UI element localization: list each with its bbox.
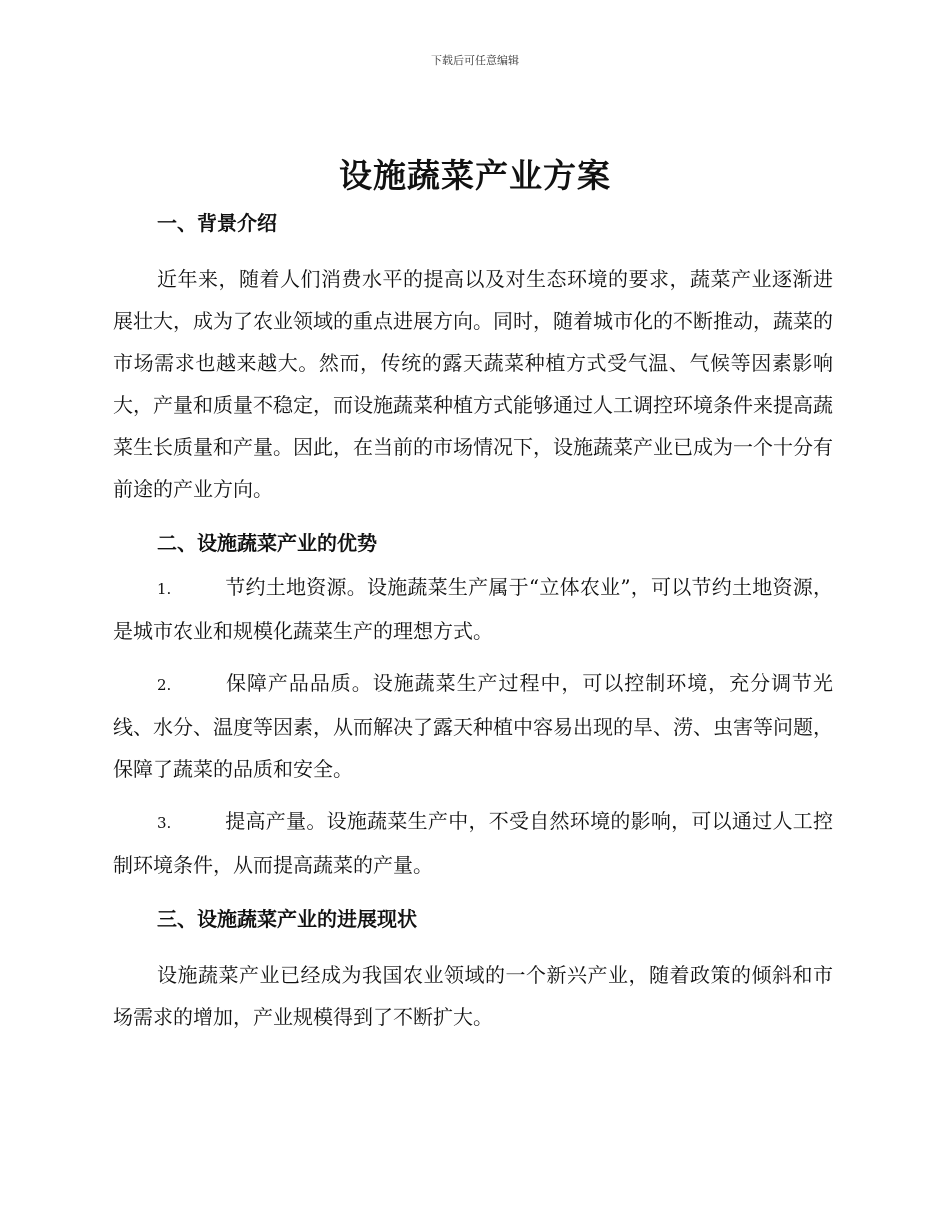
list-item xyxy=(113,566,833,652)
document-title: 设施蔬菜产业方案 xyxy=(339,156,611,195)
document-body xyxy=(113,200,833,1048)
list-number: 2. xyxy=(157,676,172,694)
page-header-note: 下载后可任意编辑 xyxy=(431,54,519,67)
list-item xyxy=(113,800,833,886)
list-text: 保障产品品质。设施蔬菜生产过程中，可以控制环境，充分调节光线、水分、温度等因素，从而解决了露天种植中容易出现的旱、涝、虫害等问题，保障了蔬菜的品质和安全。 xyxy=(113,671,833,781)
section-heading-status: 三、设施蔬菜产业的进展现状 xyxy=(157,907,417,931)
section-heading-advantages: 二、设施蔬菜产业的优势 xyxy=(157,531,377,555)
list-text: 提高产量。设施蔬菜生产中，不受自然环境的影响，可以通过人工控制环境条件，从而提高蔬菜的产量。 xyxy=(113,809,833,877)
list-number: 3. xyxy=(157,814,172,832)
paragraph-status: 设施蔬菜产业已经成为我国农业领域的一个新兴产业，随着政策的倾斜和市场需求的增加，产业规模得到了不断扩大。 xyxy=(113,963,833,1029)
list-item xyxy=(113,662,833,790)
paragraph-background: 近年来，随着人们消费水平的提高以及对生态环境的要求，蔬菜产业逐渐进展壮大，成为了农业领域的重点进展方向。同时，随着城市化的不断推动，蔬菜的市场需求也越来越大。然而，传统的露天蔬菜种植方式受气温、气候等因素影响大，产量和质量不稳定，而设施蔬菜种植方式能够通过人工调控环境条件来提高蔬菜生长质量和产量。因此，在当前的市场情况下，设施蔬菜产业已成为一个十分有前途的产业方向。 xyxy=(113,267,833,501)
list-text: 节约土地资源。设施蔬菜生产属于“立体农业”，可以节约土地资源，是城市农业和规模化蔬菜生产的理想方式。 xyxy=(113,575,833,643)
list-number: 1. xyxy=(157,580,172,598)
section-heading-background: 一、背景介绍 xyxy=(157,211,277,235)
